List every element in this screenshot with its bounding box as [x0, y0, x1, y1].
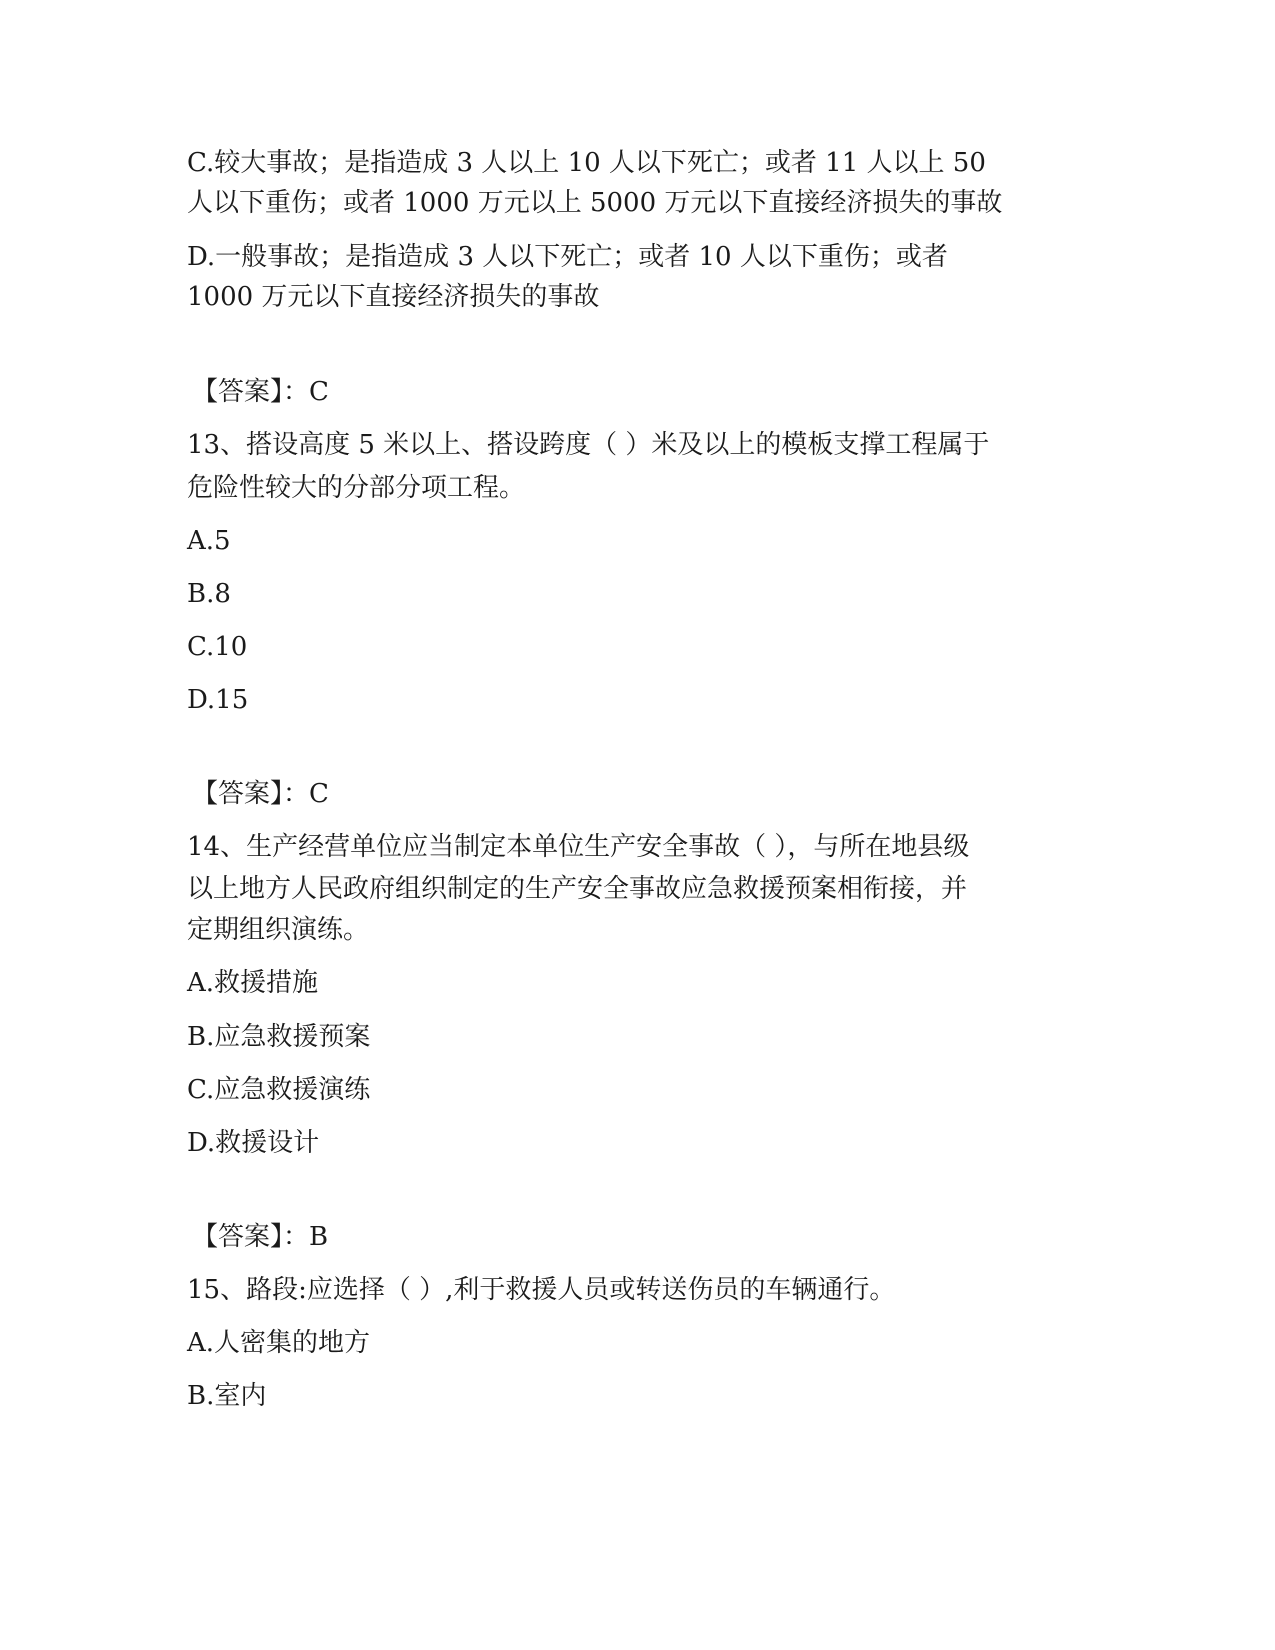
q12-option-c-line2: 人以下重伤；或者 1000 万元以上 5000 万元以下直接经济损失的事故 [187, 188, 1003, 218]
q15-option-b: B.室内 [187, 1381, 267, 1411]
q14-option-a: A.救援措施 [187, 968, 319, 998]
q15-option-a: A.人密集的地方 [187, 1328, 371, 1358]
q13-stem-line1: 13、搭设高度 5 米以上、搭设跨度（ ）米及以上的模板支撑工程属于 [187, 430, 990, 460]
q14-option-d: D.救援设计 [187, 1128, 320, 1158]
q14-stem-line1: 14、生产经营单位应当制定本单位生产安全事故（ ），与所在地县级 [187, 832, 970, 862]
q13-option-a: A.5 [187, 526, 231, 556]
q14-stem-line3: 定期组织演练。 [187, 915, 370, 945]
q13-answer: 【答案】：C [192, 779, 329, 809]
q14-option-c: C.应急救援演练 [187, 1075, 371, 1105]
q14-stem-line2: 以上地方人民政府组织制定的生产安全事故应急救援预案相衔接，并 [187, 874, 968, 904]
q15-stem-line1: 15、路段:应选择（ ）,利于救援人员或转送伤员的车辆通行。 [187, 1275, 896, 1305]
q14-option-b: B.应急救援预案 [187, 1022, 371, 1052]
q13-stem-line2: 危险性较大的分部分项工程。 [187, 473, 526, 503]
q13-option-c: C.10 [187, 632, 248, 662]
q12-option-d-line2: 1000 万元以下直接经济损失的事故 [187, 282, 600, 312]
q13-option-b: B.8 [187, 579, 231, 609]
q14-answer: 【答案】：B [192, 1222, 329, 1252]
q13-option-d: D.15 [187, 685, 249, 715]
q12-answer: 【答案】：C [192, 377, 329, 407]
q12-option-c-line1: C.较大事故；是指造成 3 人以上 10 人以下死亡；或者 11 人以上 50 [187, 148, 986, 178]
q12-option-d-line1: D.一般事故；是指造成 3 人以下死亡；或者 10 人以下重伤；或者 [187, 242, 948, 272]
